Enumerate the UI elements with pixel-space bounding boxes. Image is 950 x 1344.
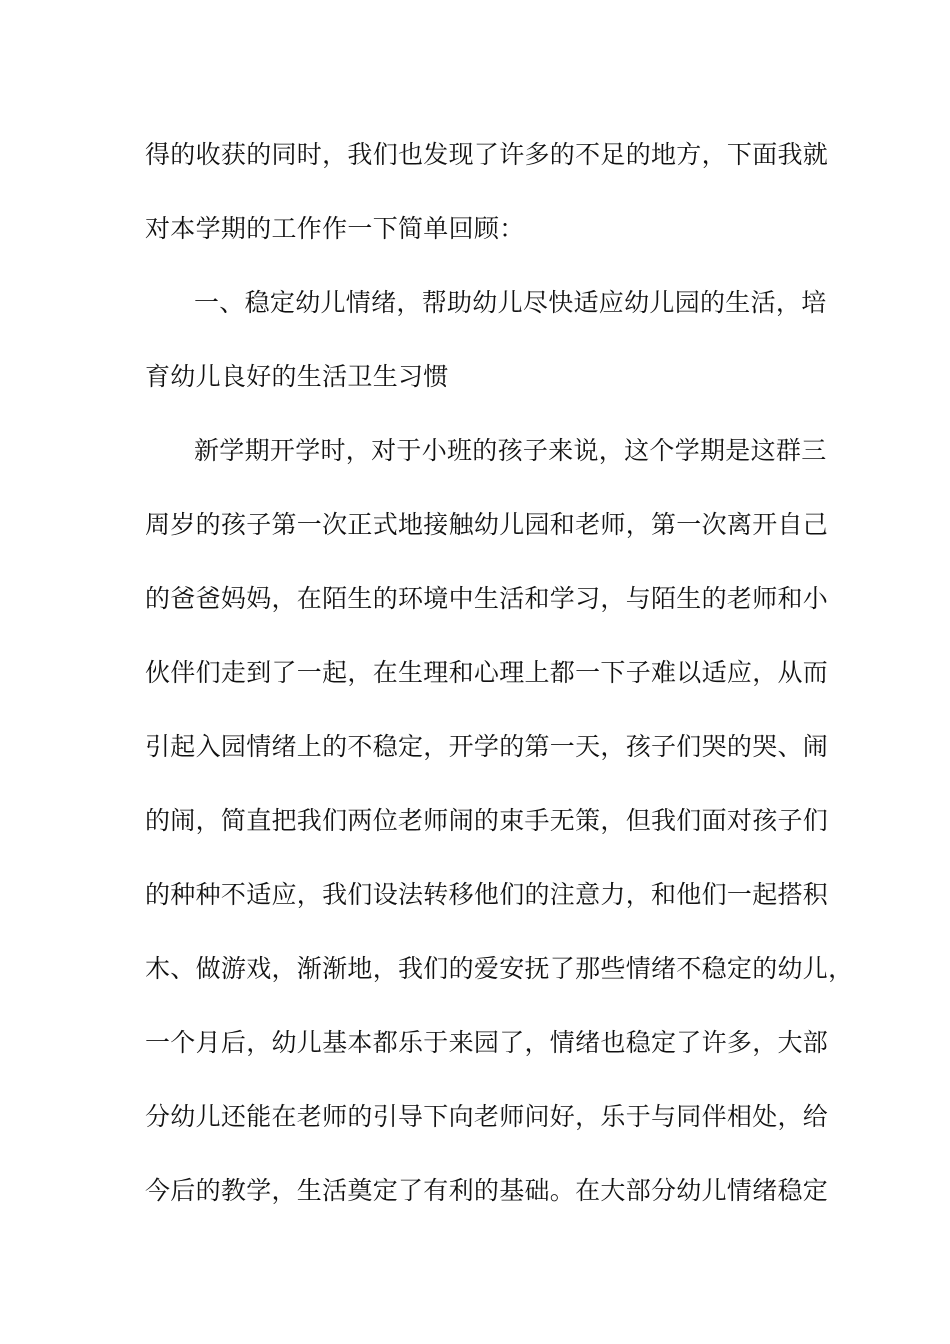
paragraph-first-line: 新学期开学时，对于小班的孩子来说，这个学期是这群三	[194, 436, 827, 465]
text-line: 的闹，简直把我们两位老师闹的束手无策，但我们面对孩子们	[145, 806, 829, 835]
text-line: 分幼儿还能在老师的引导下向老师问好，乐于与同伴相处，给	[145, 1102, 829, 1131]
text-line: 对本学期的工作作一下简单回顾：	[145, 214, 525, 243]
text-line: 木、做游戏，渐渐地，我们的爱安抚了那些情绪不稳定的幼儿，	[145, 954, 854, 983]
section-heading-line: 育幼儿良好的生活卫生习惯	[145, 362, 449, 391]
text-line: 伙伴们走到了一起，在生理和心理上都一下子难以适应，从而	[145, 658, 829, 687]
text-line: 的爸爸妈妈，在陌生的环境中生活和学习，与陌生的老师和小	[145, 584, 829, 613]
text-line: 周岁的孩子第一次正式地接触幼儿园和老师，第一次离开自己	[145, 510, 829, 539]
text-line: 一个月后，幼儿基本都乐于来园了，情绪也稳定了许多，大部	[145, 1028, 829, 1057]
text-line: 引起入园情绪上的不稳定，开学的第一天，孩子们哭的哭、闹	[145, 732, 829, 761]
section-heading-line: 一、稳定幼儿情绪，帮助幼儿尽快适应幼儿园的生活，培	[194, 288, 827, 317]
text-line: 今后的教学，生活奠定了有利的基础。在大部分幼儿情绪稳定	[145, 1176, 829, 1205]
text-line: 得的收获的同时，我们也发现了许多的不足的地方，下面我就	[145, 140, 829, 169]
text-line: 的种种不适应，我们设法转移他们的注意力，和他们一起搭积	[145, 880, 829, 909]
